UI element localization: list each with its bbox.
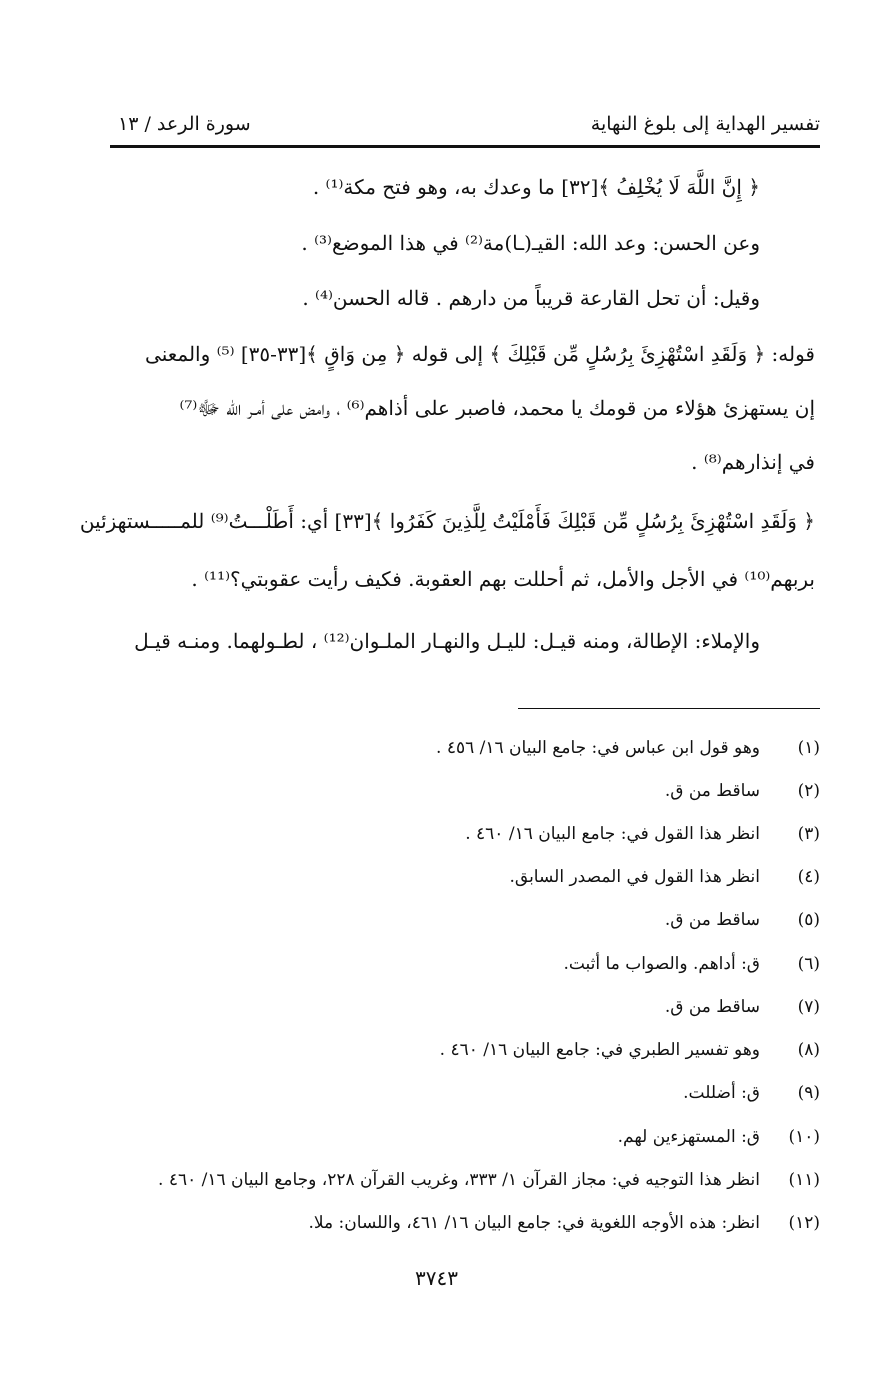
footnote-text: وهو تفسير الطبري في: جامع البيان ١٦/ ٤٦٠ . — [439, 1040, 760, 1060]
footnote-number: (٦) — [797, 954, 820, 974]
footnote-item — [110, 1037, 820, 1063]
footnote-number: (٨) — [797, 1040, 820, 1060]
footnote-text: انظر هذا القول في: جامع البيان ١٦/ ٤٦٠ . — [465, 824, 760, 844]
footnote-item — [110, 907, 820, 933]
page-number: ٣٧٤٣ — [415, 1266, 458, 1290]
footnote-item — [110, 821, 820, 847]
footnote-number: (٢) — [797, 781, 820, 801]
footnote-separator — [518, 708, 820, 709]
text-line: إن يستهزئ هؤلاء من قومك يا محمد، فاصبر على أذاهم⁽⁶⁾ ، وامض على أمـر الله ﷻ⁽⁷⁾ — [179, 396, 815, 420]
running-header-book-title: تفسير الهداية إلى بلوغ النهاية — [590, 113, 820, 135]
footnote-text: ساقط من ق. — [664, 910, 760, 930]
footnote-text: انظر: هذه الأوجه اللغوية في: جامع البيان ١٦/ ٤٦١، واللسان: ملا. — [308, 1213, 760, 1233]
footnote-text: ساقط من ق. — [664, 781, 760, 801]
text-line: والإملاء: الإطالة، ومنه قيـل: لليـل والنهـار الملـوان⁽¹²⁾ ، لطـولهما. ومنـه قيـل — [134, 629, 760, 653]
text-line: وعن الحسن: وعد الله: القيـ(ـا)مة⁽²⁾ في هذا الموضع⁽³⁾ . — [301, 231, 760, 255]
footnote-number: (١) — [797, 738, 820, 758]
footnote-text: انظر هذا القول في المصدر السابق. — [509, 867, 760, 887]
footnote-number: (٤) — [797, 867, 820, 887]
footnote-item — [110, 1080, 820, 1106]
footnote-item — [110, 864, 820, 890]
footnote-number: (١٠) — [788, 1127, 820, 1147]
footnote-item — [110, 1124, 820, 1150]
footnote-number: (١١) — [788, 1170, 820, 1190]
footnote-text: وهو قول ابن عباس في: جامع البيان ١٦/ ٤٥٦ . — [436, 738, 760, 758]
running-header-surah: سورة الرعد / ١٣ — [118, 113, 251, 135]
footnote-item — [110, 951, 820, 977]
footnote-text: ساقط من ق. — [664, 997, 760, 1017]
header-rule — [110, 145, 820, 148]
footnote-item — [110, 994, 820, 1020]
footnote-item — [110, 1210, 820, 1236]
text-line: في إنذارهم⁽⁸⁾ . — [691, 450, 815, 474]
footnote-number: (١٢) — [788, 1213, 820, 1233]
footnote-number: (٣) — [797, 824, 820, 844]
text-line: وقيل: أن تحل القارعة قريباً من دارهم . قاله الحسن⁽⁴⁾ . — [302, 286, 760, 310]
footnote-number: (٩) — [797, 1083, 820, 1103]
footnote-text: ق: المستهزءين لهم. — [617, 1127, 760, 1147]
footnote-number: (٥) — [797, 910, 820, 930]
text-line: بربهم⁽¹⁰⁾ في الأجل والأمل، ثم أحللت بهم العقوبة. فكيف رأيت عقوبتي؟⁽¹¹⁾ . — [191, 567, 815, 591]
text-line: قوله: ﴿ وَلَقَدِ اسْتُهْزِئَ بِرُسُلٍ مِّن قَبْلِكَ ﴾ إلى قوله ﴿ مِن وَاقٍ ﴾[٣٣-٣٥] ⁽⁵⁾ والمعنى — [145, 342, 815, 366]
footnote-item — [110, 735, 820, 761]
footnote-text: ق: أداهم. والصواب ما أثبت. — [563, 954, 760, 974]
footnote-item — [110, 778, 820, 804]
footnote-number: (٧) — [797, 997, 820, 1017]
footnote-item — [110, 1167, 820, 1193]
footnote-text: ق: أضللت. — [683, 1083, 760, 1103]
text-line: ﴿ إِنَّ اللَّهَ لَا يُخْلِفُ ﴾[٣٢] ما وعدك به، وهو فتح مكة⁽¹⁾ . — [312, 175, 760, 199]
footnote-text: انظر هذا التوجيه في: مجاز القرآن ١/ ٣٣٣، وغريب القرآن ٢٢٨، وجامع البيان ١٦/ ٤٦٠ . — [158, 1170, 760, 1190]
text-line: ﴿ وَلَقَدِ اسْتُهْزِئَ بِرُسُلٍ مِّن قَبْلِكَ فَأَمْلَيْتُ لِلَّذِينَ كَفَرُوا ﴾[٣٣] أي: أَطَلْـــتُ⁽⁹⁾ للمـــــستهزئين — [79, 509, 815, 533]
